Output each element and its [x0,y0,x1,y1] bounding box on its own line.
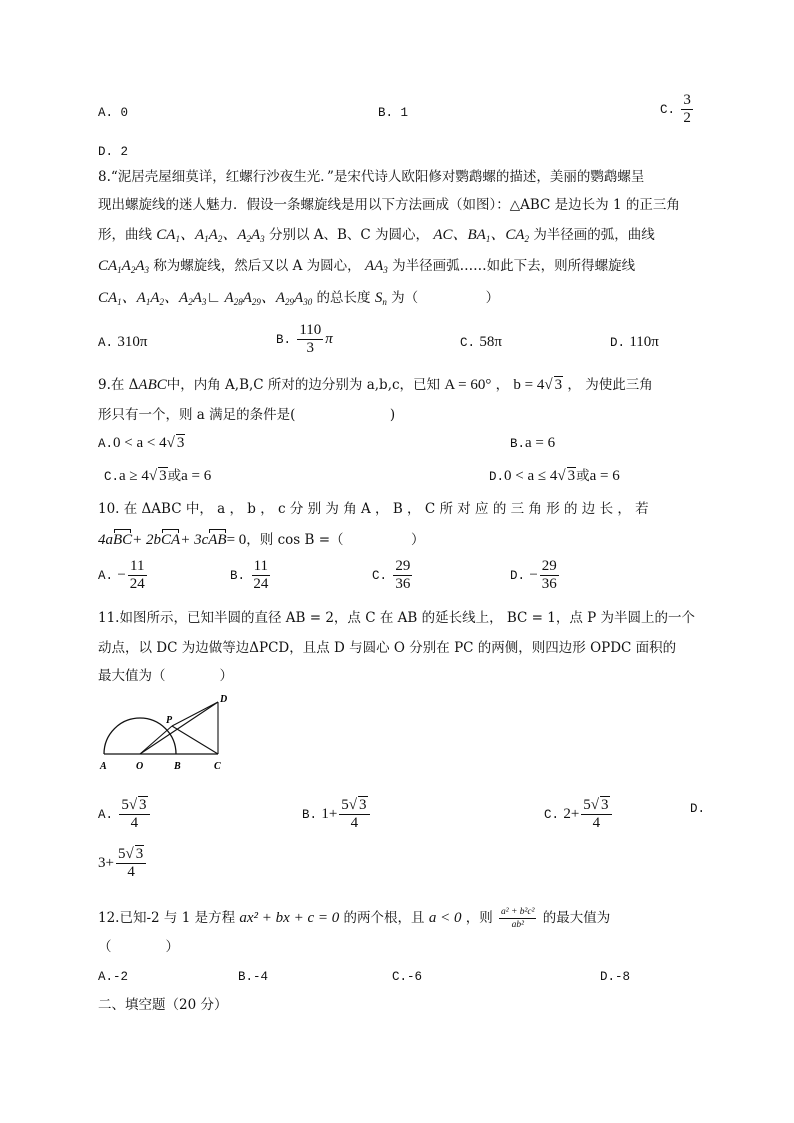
q9-option-a-value: 0 < a < 4 [113,435,167,451]
q8-option-d [610,333,659,352]
q9-b-condition: b = 4√ 3 [513,377,563,393]
q9-option-c-or: 或 [167,468,182,484]
q10-option-d [510,558,561,593]
q8-line-4 [98,257,635,279]
fraction-numerator: 5√ 3 [581,797,611,815]
q9-angle-condition: A = 60° [444,377,492,393]
q8-line-5-b: 为（ ） [391,290,500,306]
q9-line-1-a: 9.在 Δ [98,377,139,393]
q7-option-d: D. 2 [98,145,129,159]
q8-line-5 [98,289,499,311]
q12-option-a: A.-2 [98,970,129,984]
q9-option-d-or: 或 [576,468,590,484]
q8-radius-list: AC、$BA_1$、$CA_2$ [433,227,530,244]
q12-line-1-a: 12.已知-2 与 1 是方程 [98,910,236,926]
q7-option-a: A. 0 [98,106,129,120]
q9-option-d-tail: a = 6 [589,468,620,484]
fraction-numerator: 29 [395,558,411,574]
q11-option-c [544,797,614,832]
q9-option-b-label: B. [510,437,526,451]
section-2-title: 二、填空题（20 分） [98,997,228,1013]
q8-spiral-name: $CA_1A_2A_3$ [98,258,150,275]
q7-option-c [660,92,695,127]
fraction-numerator: 5√ 3 [119,797,149,815]
q8-option-b-label: B. [276,333,292,347]
q9-line-1-d: ， 为使此三角 [567,377,653,393]
q9-option-c-value: a ≥ 4 [119,468,149,484]
q12-equation: ax² + bx + c = 0 [239,910,340,926]
segment-pc [172,726,218,754]
q12-option-c: C.-6 [392,970,423,984]
q11-option-c-prefix: 2+ [563,806,580,822]
minus-sign: − [529,567,538,583]
q9-option-a-label: A. [98,437,114,451]
q11-line-1: 11.如图所示，已知半圆的直径 AB = 2，点 C 在 AB 的延长线上， BC = 1，点 P 为半圆上的一个 [98,610,696,626]
q8-line-4-a: 称为螺旋线，然后又以 A 为圆心， [153,258,361,274]
fraction-denominator: 24 [253,576,269,592]
q10-option-a-label: A. [98,569,114,583]
sqrt-radicand: 3 [139,797,147,813]
q8-option-a [98,333,147,352]
q8-line-1: 8.“泥居壳屋细莫详，红螺行沙夜生光．”是宋代诗人欧阳修对鹦鹉螺的描述，美丽的鹦鹉螺呈 [98,169,645,185]
fraction-denominator: 24 [129,576,145,592]
q11-line-2: 动点，以 DC 为边做等边ΔPCD，且点 D 与圆心 O 分别在 PC 的两侧，则四边形 OPDC 面积的 [98,640,677,656]
q8-option-a-value: 310π [117,334,148,350]
segment-pd [172,702,218,726]
q7-option-b: B. 1 [378,106,409,120]
sqrt-radicand: 3 [359,797,367,813]
sqrt-radicand: 3 [567,468,576,484]
sqrt-radicand: 3 [176,435,185,451]
q12-line-1-d: 的最大值为 [542,910,611,926]
q10-option-b [230,558,272,593]
fraction-numerator: 110 [299,322,322,338]
q9-line-1-b: 中，内角 A,B,C 所对的边分别为 a,b,c，已知 [166,377,441,393]
q12-line-1-c: ，则 [465,910,493,926]
label-a: A [100,761,107,772]
q8-line-4-b: 为半径画弧……如此下去，则所得螺旋线 [392,258,636,274]
q9-triangle: ABC [138,377,167,393]
q11-option-b-fraction [339,797,369,832]
q10-option-b-label: B. [230,569,246,583]
q9-option-c-label: C. [104,470,120,484]
fraction-denominator: 2 [683,110,691,126]
q11-figure [96,690,236,774]
q10-line-1: 10. 在 ΔABC 中， a ， b ， c 分 别 为 角 A ， B ， C 所 对 应 的 三 角 形 的 边 长 ， 若 [98,501,649,517]
q11-option-d-fraction [116,846,146,881]
vector-bc: BC [113,532,133,548]
q10-option-b-fraction [251,558,270,593]
q9-option-d: D.0 < a ≤ 4√ 3或a = 6 [489,468,620,484]
q10-option-a-fraction [128,558,147,593]
label-o: O [136,761,144,772]
q8-option-b [276,322,333,357]
q10-eq-a: 4a [98,532,113,548]
q10-option-d-fraction [540,558,559,593]
q8-option-d-value: 110π [629,334,659,350]
label-b: B [174,761,181,772]
q11-option-a-label: A. [98,808,114,822]
q9-line-2: 形只有一个，则 a 满足的条件是( ) [98,407,396,423]
q10-option-c-label: C. [372,569,388,583]
q8-line-3-a: 形，曲线 [98,227,152,243]
fraction-denominator: 4 [127,864,135,880]
q8-line-3 [98,226,655,248]
q11-option-d [98,846,148,881]
q10-option-c [372,558,414,593]
segment-op [140,726,172,754]
q8-sn: $S_n$ [374,290,387,307]
sqrt-radicand: 3 [135,846,144,862]
q8-option-b-fraction [297,322,323,357]
fraction-numerator: 11 [253,558,269,574]
q10-option-a [98,558,149,593]
q11-line-3: 最大值为（ ） [98,668,233,684]
numerator-coef: 5 [117,846,126,862]
fraction-denominator: 4 [592,815,601,831]
q8-spiral-sequence: $CA_1$、$A_1A_2$、$A_2A_3∟$ $A_{28}A_{29}$、$A_{29}A_{30}$ [98,290,313,307]
q11-option-b-prefix: 1+ [321,806,338,822]
vector-ab: AB [208,532,227,548]
q8-radius-aa3: $AA_3$ [364,258,388,275]
label-d: D [220,694,228,705]
q9-line-1 [98,376,653,394]
minus-sign: − [117,567,126,583]
fraction-denominator: ab² [511,920,524,930]
q8-line-5-a: 的总长度 [316,290,371,306]
q9-option-b-value: a = 6 [525,435,556,451]
q11-option-d-prefix: 3+ [98,855,114,871]
fraction-numerator: 5√ 3 [339,797,369,815]
q10-option-c-fraction [393,558,412,593]
q11-option-c-fraction [581,797,611,832]
segment-od [140,702,218,754]
fraction-denominator: 3 [306,340,315,356]
q8-option-c [460,333,502,352]
q12-fraction [499,906,536,931]
q8-option-b-pi: π [325,331,333,347]
q9-option-b [510,434,555,453]
q10-eq-d: = 0 [226,532,247,548]
q8-option-a-label: A. [98,336,114,350]
q12-option-b: B.-4 [238,970,269,984]
q9-comma: ， [495,377,510,393]
q9-option-d-value: 0 < a ≤ 4 [504,468,558,484]
q9-option-c-tail: a = 6 [181,468,212,484]
sqrt-radicand: 3 [601,797,609,813]
q7-option-c-fraction [681,92,693,127]
fraction-numerator: 29 [541,558,557,574]
q11-option-b-label: B. [302,808,318,822]
q12-line-1 [98,906,610,931]
q11-option-c-label: C. [544,808,560,822]
q8-line-2: 现出螺旋线的迷人魅力．假设一条螺旋线是用以下方法画成（如图）：△ABC 是边长为 1 的正三角 [98,197,680,213]
q12-line-1-b: 的两个根，且 [343,910,425,926]
sqrt-radicand: 3 [159,468,167,484]
fraction-numerator: 3 [683,92,691,108]
label-c: C [214,761,221,772]
q11-option-b [302,797,372,832]
fraction-denominator: 4 [130,815,139,831]
q10-eq-c: + 3c [180,532,209,548]
q9-option-d-label: D. [489,470,505,484]
q10-eq-b: + 2b [132,532,162,548]
q9-option-a: A.0 < a < 4√ 3 [98,435,185,451]
q8-option-c-label: C. [460,336,476,350]
q7-option-c-label: C. [660,103,676,117]
q8-line-3-b: 分别以 A、B、C 为圆心， [268,227,430,243]
label-p: P [166,715,173,726]
q10-line-2-tail: ，则 cos B =（ ） [246,532,425,548]
q11-option-d-label: D. [690,802,706,816]
fraction-numerator: 11 [130,558,145,574]
numerator-coef: 5 [583,797,591,813]
q9-option-c: C.a ≥ 4√ 3或a = 6 [104,468,212,484]
fraction-denominator: 4 [350,815,359,831]
q11-option-a [98,797,152,832]
q12-condition: a < 0 [428,910,462,926]
q8-curve-name: $CA_1$、$A_1A_2$、$A_2A_3$ [156,227,265,244]
vector-ca: CA [161,532,181,548]
q9-b-eq: b = 4 [513,377,545,393]
fraction-numerator: 5√ 3 [116,846,146,864]
q8-option-c-value: 58π [479,334,502,350]
q10-line-2 [98,531,425,549]
fraction-denominator: 36 [395,576,411,592]
numerator-coef: 5 [121,797,129,813]
q8-option-d-label: D. [610,336,626,350]
q12-option-d: D.-8 [600,970,631,984]
q12-line-2: （ ） [98,939,179,955]
fraction-denominator: 36 [541,576,557,592]
numerator-coef: 5 [341,797,349,813]
fraction-numerator: a² + b²c² [501,907,535,917]
q10-option-d-label: D. [510,569,526,583]
sqrt-radicand: 3 [554,377,563,393]
q11-option-a-fraction [119,797,149,832]
q8-line-3-c: 为半径画的弧，曲线 [533,227,655,243]
